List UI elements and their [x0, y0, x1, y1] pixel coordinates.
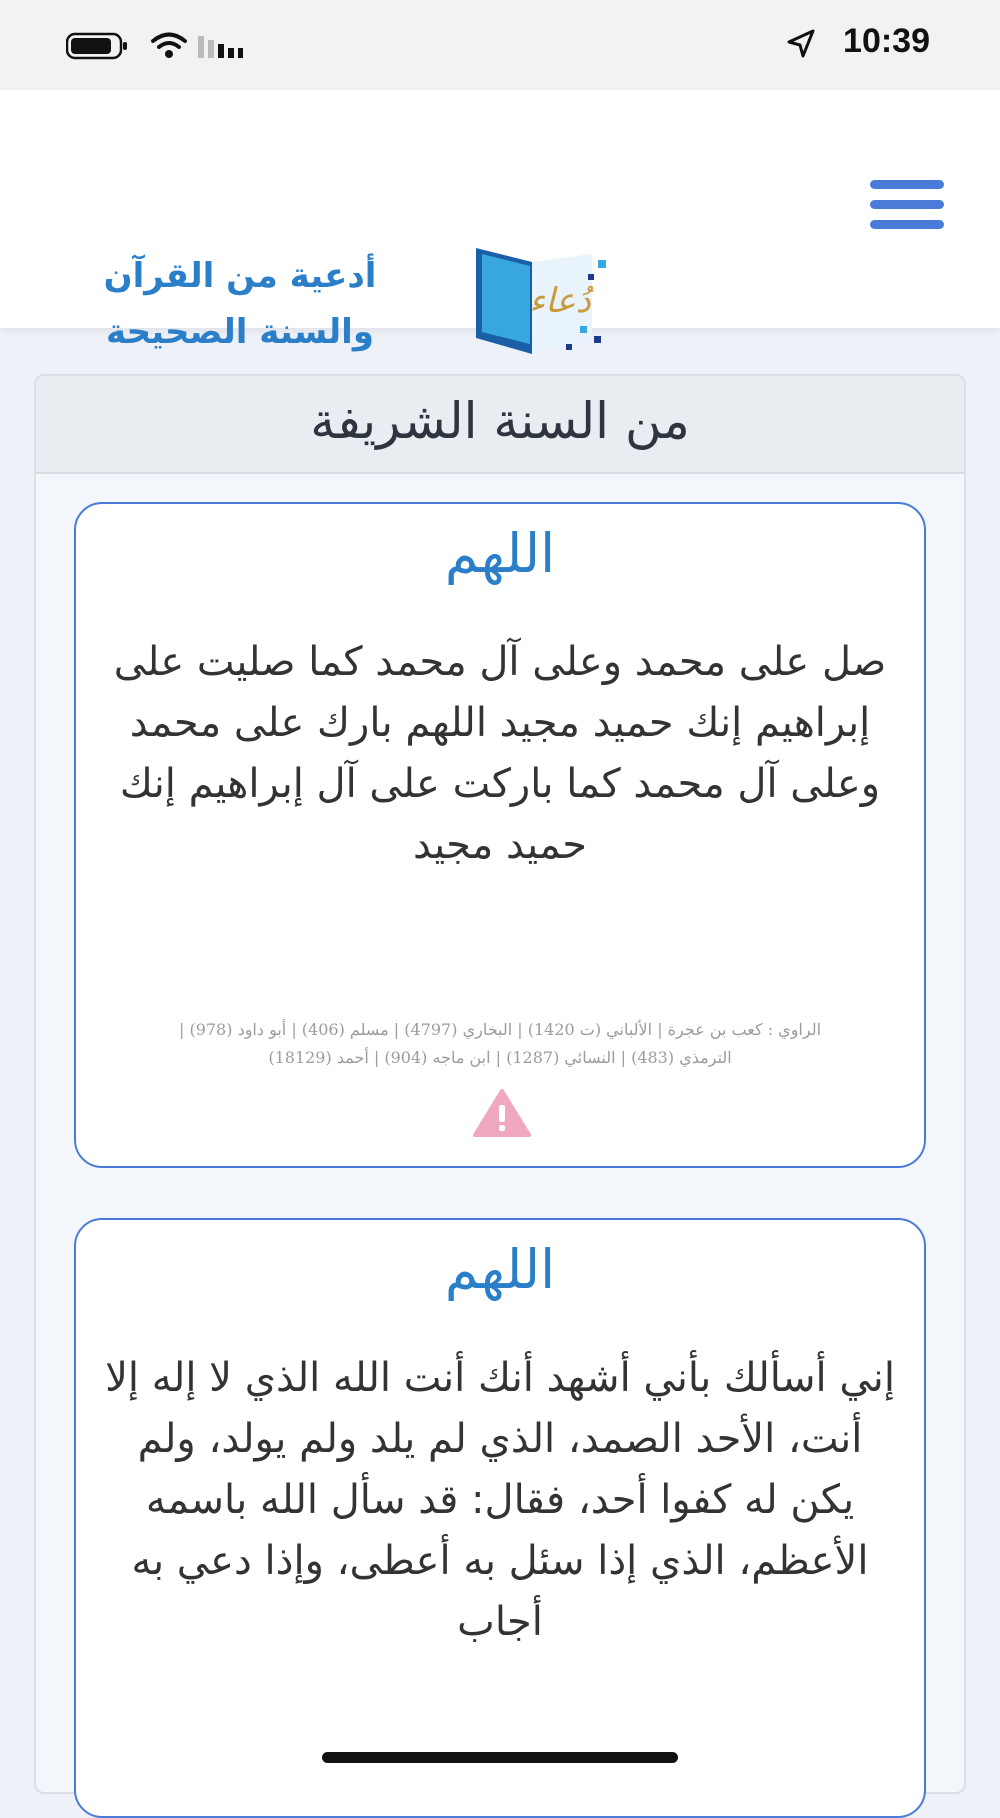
- hamburger-icon-bar: [870, 220, 944, 229]
- dua-title: اللهم: [444, 522, 556, 585]
- location-arrow-icon: [785, 28, 817, 60]
- section-header: [36, 376, 964, 474]
- dua-source-line1: الراوي : كعب بن عجرة | الألباني (ت 1420) | البخاري (4797) | مسلم (406) | أبو داود (978) |: [178, 1020, 822, 1039]
- section-title: من السنة الشريفة: [310, 392, 690, 450]
- dua-title: اللهم: [444, 1238, 556, 1301]
- hamburger-menu-button[interactable]: [870, 180, 944, 230]
- dua-text: إني أسألك بأني أشهد أنك أنت الله الذي لا إله إلا أنت، الأحد الصمد، الذي لم يلد ولم يولد، ولم يكن له كفوا أحد، فقال: قد سأل الله باسمه الأعظم، الذي إذا سئل به أعطى، وإذا دعي به أجاب: [105, 1355, 895, 1645]
- site-title-line2: والسنة الصحيحة: [106, 312, 374, 352]
- dua-text: صل على محمد وعلى آل محمد كما صليت على إبراهيم إنك حميد مجيد اللهم بارك على محمد وعلى آل محمد كما باركت على آل إبراهيم إنك حميد مجيد: [113, 639, 887, 868]
- status-bar: [0, 0, 1000, 90]
- site-header: [0, 90, 1000, 352]
- sunnah-section: [34, 374, 966, 1794]
- home-indicator[interactable]: [322, 1752, 678, 1763]
- site-title[interactable]: [50, 248, 430, 360]
- logo-text: دُعاء: [529, 281, 591, 321]
- status-time: 10:39: [843, 22, 930, 60]
- dua-source-line2: الترمذي (483) | النسائي (1287) | ابن ماجه (904) | أحمد (18129): [268, 1048, 732, 1067]
- dua-source: [110, 1016, 890, 1072]
- dua-card: [74, 1218, 926, 1818]
- wifi-icon: [150, 30, 188, 60]
- cellular-signal-icon: [196, 34, 244, 60]
- dua-card: [74, 502, 926, 1168]
- site-logo[interactable]: [470, 240, 610, 360]
- battery-icon: [66, 32, 130, 60]
- hamburger-icon-bar: [870, 200, 944, 209]
- site-title-line1: أدعية من القرآن: [103, 256, 377, 296]
- warning-icon[interactable]: [472, 1088, 532, 1138]
- hamburger-icon-bar: [870, 180, 944, 189]
